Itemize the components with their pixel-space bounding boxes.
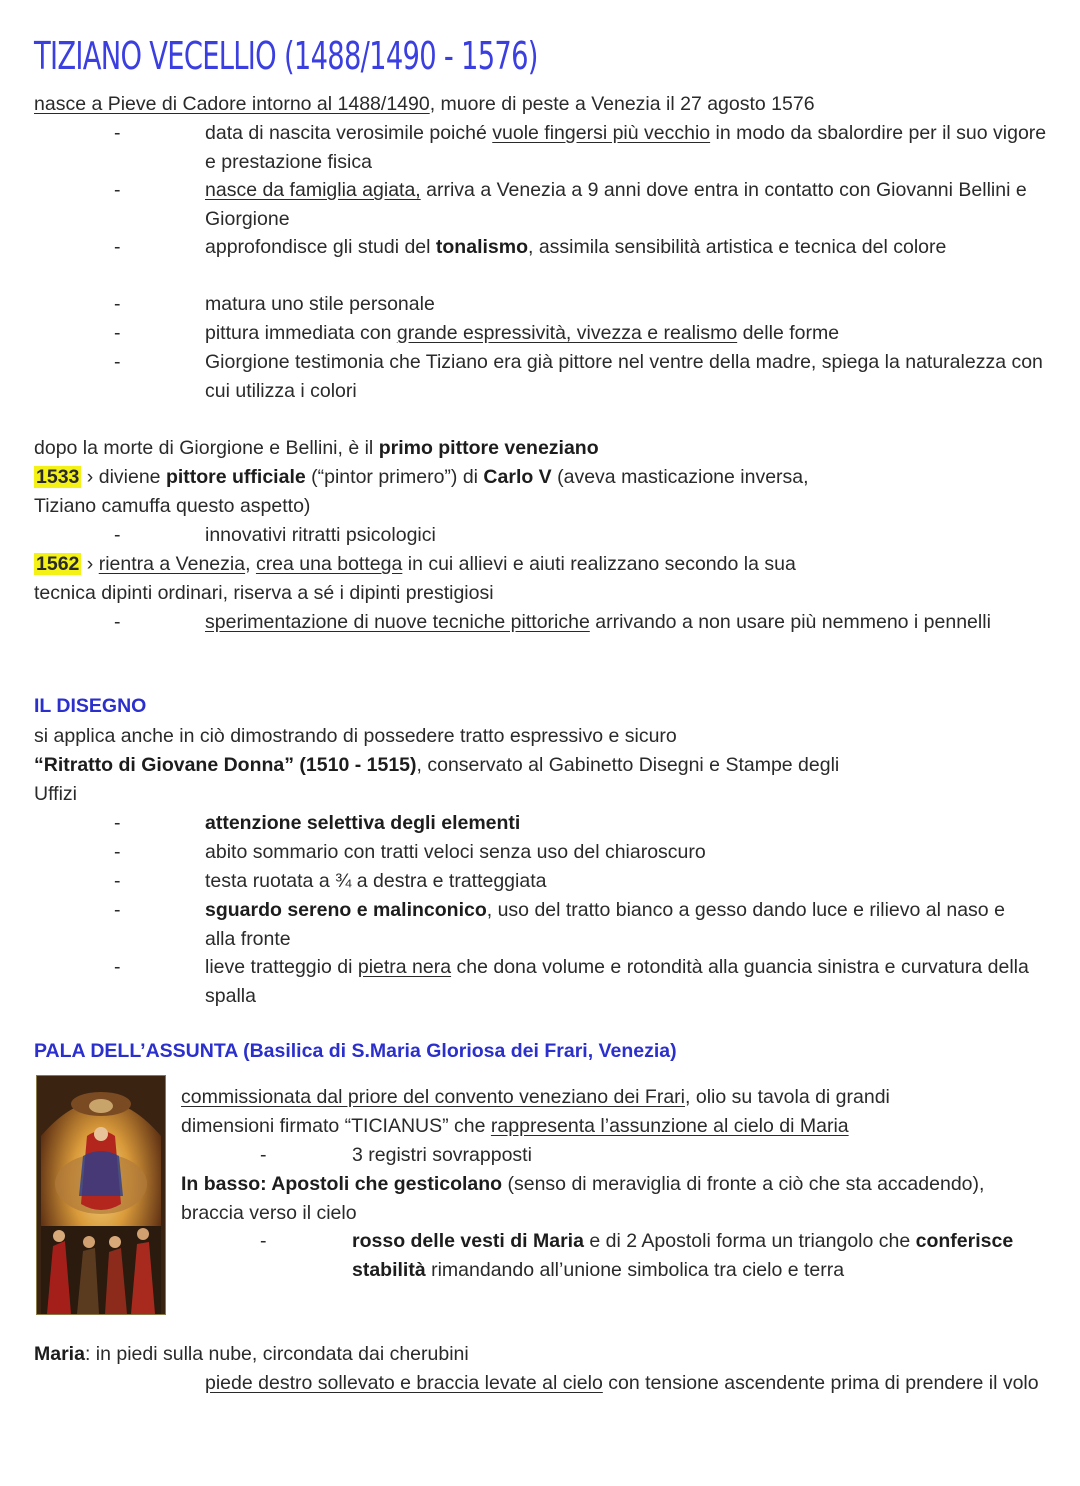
bullet-dash: - (260, 1230, 267, 1252)
bio-bullet-3: approfondisce gli studi del tonalismo, assimila sensibilità artistica e tecnica del colore (205, 236, 947, 258)
pala-bullet-2: rosso delle vesti di Maria e di 2 Apostoli forma un triangolo che conferisce stabilità rimandando all’unione simbolica tra cielo e terra (352, 1230, 1014, 1281)
year-1533-line: 1533 › diviene pittore ufficiale (“pintor primero”) di Carlo V (aveva masticazione inversa, (36, 466, 809, 488)
pala-line-2: dimensioni firmato “TICIANUS” che rappresenta l’assunzione al cielo di Maria (181, 1115, 849, 1137)
page-title: TIZIANO VECELLIO (1488/1490 - 1576) (34, 34, 538, 78)
maria-detail: piede destro sollevato e braccia levate al cielo con tensione ascendente prima di prendere il volo (205, 1372, 1039, 1394)
bullet-dash: - (114, 293, 121, 315)
assunta-painting-image (36, 1075, 166, 1315)
bullet-dash: - (260, 1144, 267, 1166)
bullet-dash: - (114, 179, 121, 201)
maria-line: Maria: in piedi sulla nube, circondata dai cherubini (34, 1343, 469, 1365)
disegno-work-line: “Ritratto di Giovane Donna” (1510 - 1515), conservato al Gabinetto Disegni e Stampe degli (34, 754, 840, 776)
bio-bullet-4: matura uno stile personale (205, 293, 435, 315)
birth-text: nasce a Pieve di Cadore intorno al 1488/1490 (34, 93, 430, 115)
after-line: dopo la morte di Giorgione e Bellini, è il primo pittore veneziano (34, 437, 599, 459)
year-1562-line: 1562 › rientra a Venezia, crea una bottega in cui allievi e aiuti realizzano secondo la sua (36, 553, 796, 575)
bio-bullet-5: pittura immediata con grande espressività, vivezza e realismo delle forme (205, 322, 840, 344)
bullet-dash: - (114, 236, 121, 258)
bullet-dash: - (114, 524, 121, 546)
disegno-work-line-2: Uffizi (34, 783, 77, 805)
bullet-dash: - (114, 870, 121, 892)
section-heading-pala: PALA DELL’ASSUNTA (Basilica di S.Maria Gloriosa dei Frari, Venezia) (34, 1040, 677, 1062)
bullet-dash: - (114, 899, 121, 921)
bullet-dash: - (114, 611, 121, 633)
bio-bullet-2: nasce da famiglia agiata, arriva a Venezia a 9 anni dove entra in contatto con Giovanni Bellini e Giorgione (205, 179, 1027, 230)
disegno-bullet-1: attenzione selettiva degli elementi (205, 812, 521, 834)
bullet-dash: - (114, 956, 121, 978)
pala-line-1: commissionata dal priore del convento veneziano dei Frari, olio su tavola di grandi (181, 1086, 890, 1108)
year-highlight: 1562 (36, 553, 80, 575)
pala-basso: In basso: Apostoli che gesticolano (senso di meraviglia di fronte a ciò che sta accadendo), braccia verso il cielo (181, 1173, 985, 1224)
disegno-intro: si applica anche in ciò dimostrando di possedere tratto espressivo e sicuro (34, 725, 677, 747)
bio-bullet-1: data di nascita verosimile poiché vuole fingersi più vecchio in modo da sbalordire per il suo vigore e prestazione fisica (205, 122, 1047, 173)
bullet-dash: - (114, 122, 121, 144)
disegno-bullet-4: sguardo sereno e malinconico, uso del tratto bianco a gesso dando luce e rilievo al naso e alla fronte (205, 899, 1005, 950)
year-1562-bullet: sperimentazione di nuove tecniche pittoriche arrivando a non usare più nemmeno i pennelli (205, 611, 991, 633)
disegno-bullet-2: abito sommario con tratti veloci senza uso del chiaroscuro (205, 841, 706, 863)
bullet-dash: - (114, 841, 121, 863)
section-heading-disegno: IL DISEGNO (34, 695, 147, 717)
disegno-bullet-3: testa ruotata a ¾ a destra e tratteggiata (205, 870, 547, 892)
bio-bullet-6: Giorgione testimonia che Tiziano era già pittore nel ventre della madre, spiega la naturalezza con cui utilizza i colori (205, 351, 1043, 402)
year-highlight: 1533 (36, 466, 80, 488)
pala-bullet-1: 3 registri sovrapposti (352, 1144, 532, 1166)
painting-art (37, 1076, 165, 1314)
intro-line: nasce a Pieve di Cadore intorno al 1488/1490, muore di peste a Venezia il 27 agosto 1576 (34, 93, 815, 115)
bullet-dash: - (114, 351, 121, 373)
disegno-bullet-5: lieve tratteggio di pietra nera che dona volume e rotondità alla guancia sinistra e curvatura della spalla (205, 956, 1029, 1007)
bullet-dash: - (114, 322, 121, 344)
year-1533-bullet: innovativi ritratti psicologici (205, 524, 436, 546)
year-1533-line-2: Tiziano camuffa questo aspetto) (34, 495, 311, 517)
bullet-dash: - (114, 812, 121, 834)
year-1562-line-2: tecnica dipinti ordinari, riserva a sé i dipinti prestigiosi (34, 582, 494, 604)
